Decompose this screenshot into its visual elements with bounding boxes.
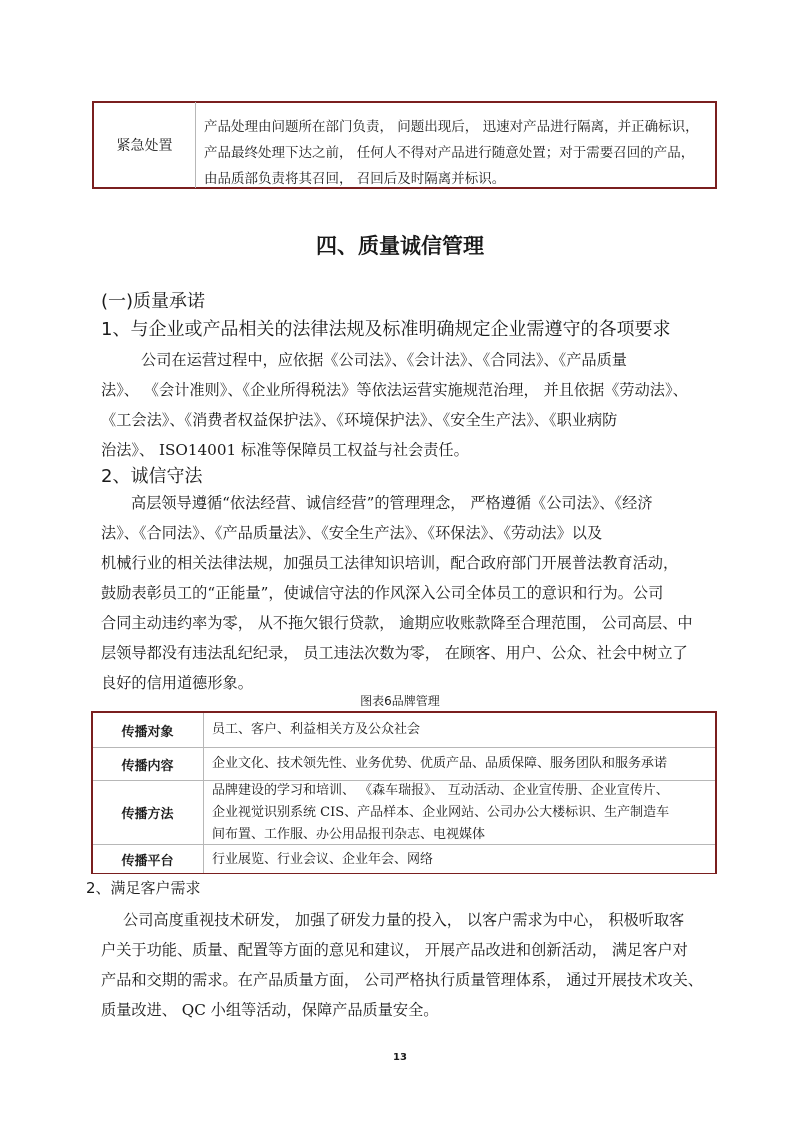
item-2-paragraph [101, 488, 693, 698]
row-value-line: 间布置、工作服、办公用品报刊杂志、电视媒体 [212, 827, 486, 842]
paragraph-line: 质量改进、 QC 小组等活动，保障产品质量安全。 [101, 1001, 439, 1019]
table-column-divider [203, 845, 204, 873]
page-number: 13 [393, 1052, 407, 1063]
table-column-divider [203, 748, 204, 780]
row-value: 企业文化、技术领先性、业务优势、优质产品、品质保障、服务团队和服务承诺 [212, 756, 668, 771]
emergency-label: 紧急处置 [116, 138, 173, 154]
emergency-line: 由品质部负责将其召回， 召回后及时隔离并标识。 [204, 171, 506, 187]
paragraph-line: 公司高度重视技术研发， 加强了研发力量的投入， 以客户需求为中心， 积极听取客 [123, 911, 685, 929]
row-label: 传播平台 [121, 853, 174, 869]
item-1-paragraph [101, 345, 688, 465]
item-1-heading: 1、与企业或产品相关的法律法规及标准明确规定企业需遵守的各项要求 [101, 319, 671, 340]
paragraph-line: 法》、《合同法》、《产品质量法》、《安全生产法》、《环保法》、《劳动法》以及 [101, 524, 603, 542]
table-left-border [91, 711, 93, 874]
paragraph-line: 良好的信用道德形象。 [101, 674, 253, 692]
paragraph-line: 公司在运营过程中，应依据《公司法》、《会计法》、《合同法》、《产品质量 [141, 351, 627, 369]
emergency-line: 产品处理由问题所在部门负责， 问题出现后， 迅速对产品进行隔离，并正确标识， [204, 119, 699, 135]
row-value-line: 企业视觉识别系统 CIS、产品样本、企业网站、公司办公大楼标识、生产制造车 [212, 805, 670, 820]
row-value [212, 780, 669, 846]
brand-management-table [92, 711, 717, 874]
table-row [92, 713, 717, 747]
table-bottom-border [92, 873, 717, 874]
table-row [92, 844, 717, 873]
row-label: 传播对象 [121, 724, 174, 740]
emergency-handling-table [92, 101, 717, 189]
row-label: 传播方法 [121, 807, 174, 822]
table-column-divider [203, 713, 204, 747]
subsection-heading: (一)质量承诺 [101, 291, 206, 312]
table-column-divider [203, 781, 204, 844]
item-3-paragraph [101, 905, 703, 1025]
item-2-heading: 2、诚信守法 [101, 466, 203, 487]
paragraph-line: 合同主动违约率为零， 从不拖欠银行贷款， 逾期应收账款降至合理范围， 公司高层、中 [101, 614, 693, 632]
paragraph-line: 高层领导遵循“依法经营、诚信经营”的管理理念， 严格遵循《公司法》、《经济 [131, 494, 653, 512]
table-column-divider [195, 102, 196, 188]
paragraph-line: 户关于功能、质量、配置等方面的意见和建议， 开展产品改进和创新活动， 满足客户对 [101, 941, 688, 959]
emergency-line: 产品最终处理下达之前， 任何人不得对产品进行随意处置；对于需要召回的产品， [204, 145, 695, 161]
paragraph-line: 治法》、 ISO14001 标准等保障员工权益与社会责任。 [101, 441, 469, 459]
paragraph-line: 鼓励表彰员工的“正能量”，使诚信守法的作风深入公司全体员工的意识和行为。公司 [101, 584, 664, 602]
section-title: 四、质量诚信管理 [316, 234, 484, 258]
paragraph-line: 法》、 《会计准则》、《企业所得税法》等依法运营实施规范治理， 并且依据《劳动法》、 [101, 381, 688, 399]
row-value: 行业展览、行业会议、企业年会、网络 [212, 852, 434, 867]
table-caption: 图表6品牌管理 [360, 694, 440, 708]
paragraph-line: 产品和交期的需求。在产品质量方面， 公司严格执行质量管理体系， 通过开展技术攻关、 [101, 971, 703, 989]
paragraph-line: 层领导都没有违法乱纪纪录， 员工违法次数为零， 在顾客、用户、公众、社会中树立了 [101, 644, 688, 662]
paragraph-line: 机械行业的相关法律法规，加强员工法律知识培训，配合政府部门开展普法教育活动， [101, 554, 679, 572]
table-row [92, 747, 717, 780]
table-right-border [715, 711, 717, 874]
row-value-line: 品牌建设的学习和培训、 《森车瑞报》、 互动活动、企业宣传册、企业宣传片、 [212, 783, 669, 798]
emergency-content [204, 114, 712, 192]
item-3-heading: 2、满足客户需求 [86, 879, 201, 897]
row-label: 传播内容 [121, 758, 174, 774]
paragraph-line: 《工会法》、《消费者权益保护法》、《环境保护法》、《安全生产法》、《职业病防 [101, 411, 618, 429]
table-row [92, 780, 717, 844]
row-value: 员工、客户、利益相关方及公众社会 [212, 722, 421, 737]
